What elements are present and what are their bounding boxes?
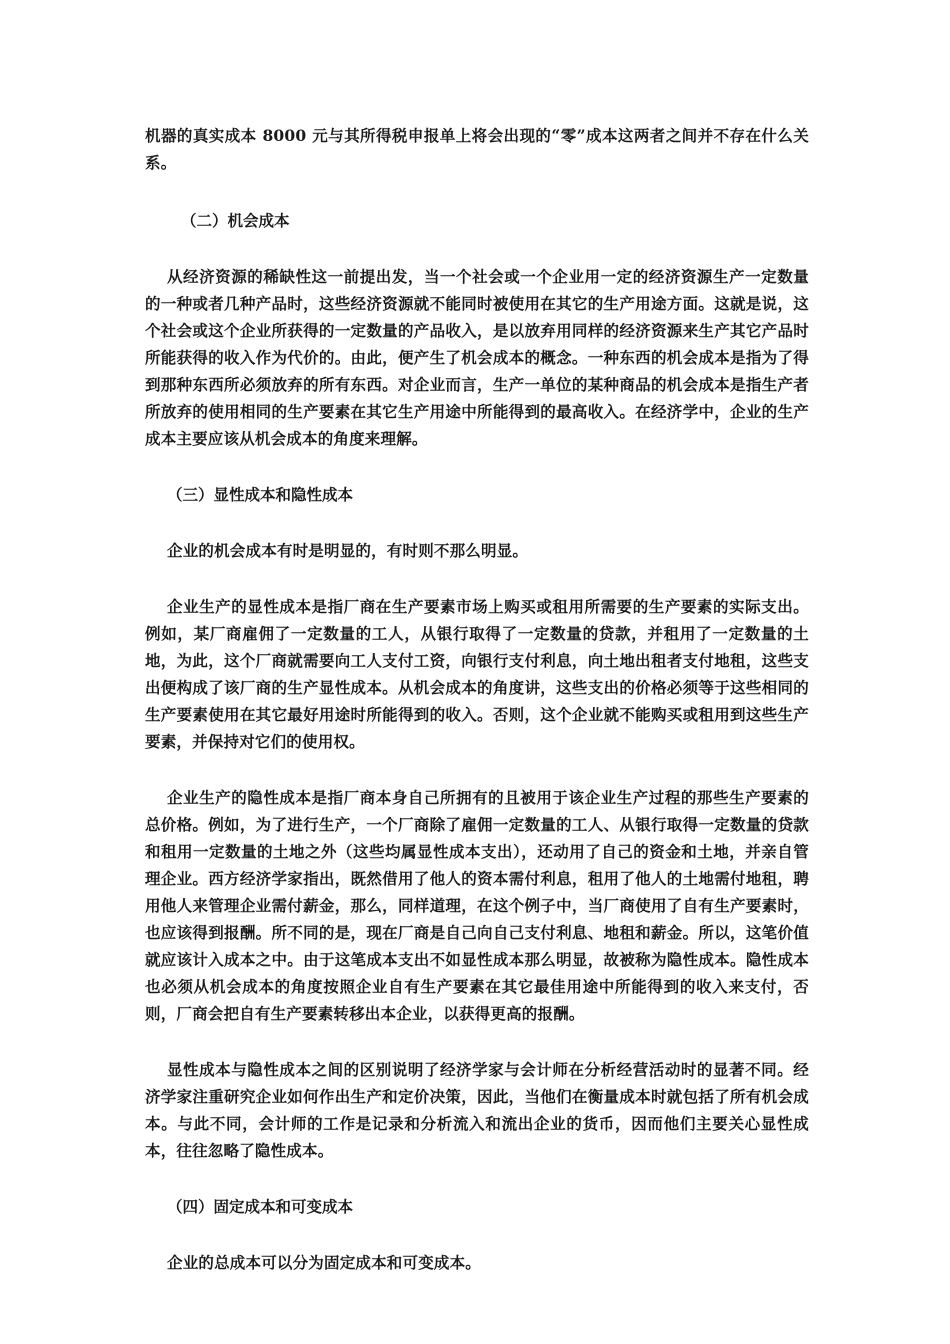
paragraph-implicit-cost: 企业生产的隐性成本是指厂商本身自己所拥有的且被用于该企业生产过程的那些生产要素的总价格。例如，为了进行生产，一个厂商除了雇佣一定数量的工人、从银行取得一定数量的贷款和租用一定数量的土地之外（这些均属显性成本支出），还动用了自己的资金和土地，并亲自管理企业。西方经济学家指出，既然借用了他人的资本需付利息，租用了他人的土地需付地租，聘用他人来管理企业需付薪金，那么，同样道理，在这个例子中，当厂商使用了自有生产要素时，也应该得到报酬。所不同的是，现在厂商是自己向自己支付利息、地租和薪金。所以，这笔价值就应该计入成本之中。由于这笔成本支出不如显性成本那么明显，故被称为隐性成本。隐性成本也必须从机会成本的角度按照企业自有生产要素在其它最佳用途中所能得到的收入来支付，否则，厂商会把自有生产要素转移出本企业，以获得更高的报酬。 — [145, 788, 809, 1023]
paragraph-opportunity-cost: 从经济资源的稀缺性这一前提出发，当一个社会或一个企业用一定的经济资源生产一定数量的一种或者几种产品时，这些经济资源就不能同时被使用在其它的生产用途方面。这就是说，这个社会或这个企业所获得的一定数量的产品收入，是以放弃用同样的经济资源来生产其它产品时所能获得的收入作为代价的。由此，便产生了机会成本的概念。一种东西的机会成本是指为了得到那种东西所必须放弃的所有东西。对企业而言，生产一单位的某种商品的机会成本是指生产者所放弃的使用相同的生产要素在其它生产用途中所能得到的最高收入。在经济学中，企业的生产成本主要应该从机会成本的角度来理解。 — [145, 267, 809, 448]
paragraph-tax-cost: 机器的真实成本 8000 元与其所得税申报单上将会出现的“零”成本这两者之间并不存在什么关系。 — [145, 126, 809, 172]
heading-explicit-implicit-cost: （三）显性成本和隐性成本 — [167, 485, 354, 504]
heading-opportunity-cost: （二）机会成本 — [181, 211, 290, 230]
paragraph-cost-difference: 显性成本与隐性成本之间的区别说明了经济学家与会计师在分析经营活动时的显著不同。经济学家注重研究企业如何作出生产和定价决策，因此，当他们在衡量成本时就包括了所有机会成本。与此不同，会计师的工作是记录和分析流入和流出企业的货币，因而他们主要关心显性成本，往往忽略了隐性成本。 — [145, 1060, 809, 1160]
document-page — [145, 122, 809, 1276]
paragraph-fixed-variable-cost: 企业的总成本可以分为固定成本和可变成本。 — [167, 1253, 482, 1272]
paragraph-explicit-intro: 企业的机会成本有时是明显的，有时则不那么明显。 — [167, 541, 529, 560]
paragraph-explicit-cost: 企业生产的显性成本是指厂商在生产要素市场上购买或租用所需要的生产要素的实际支出。例如，某厂商雇佣了一定数量的工人，从银行取得了一定数量的贷款，并租用了一定数量的土地，为此，这个厂商就需要向工人支付工资，向银行支付利息，向土地出租者支付地租，这些支出便构成了该厂商的生产显性成本。从机会成本的角度讲，这些支出的价格必须等于这些相同的生产要素使用在其它最好用途时所能得到的收入。否则，这个企业就不能购买或租用到这些生产要素，并保持对它们的使用权。 — [145, 597, 809, 751]
heading-fixed-variable-cost: （四）固定成本和可变成本 — [167, 1197, 354, 1216]
